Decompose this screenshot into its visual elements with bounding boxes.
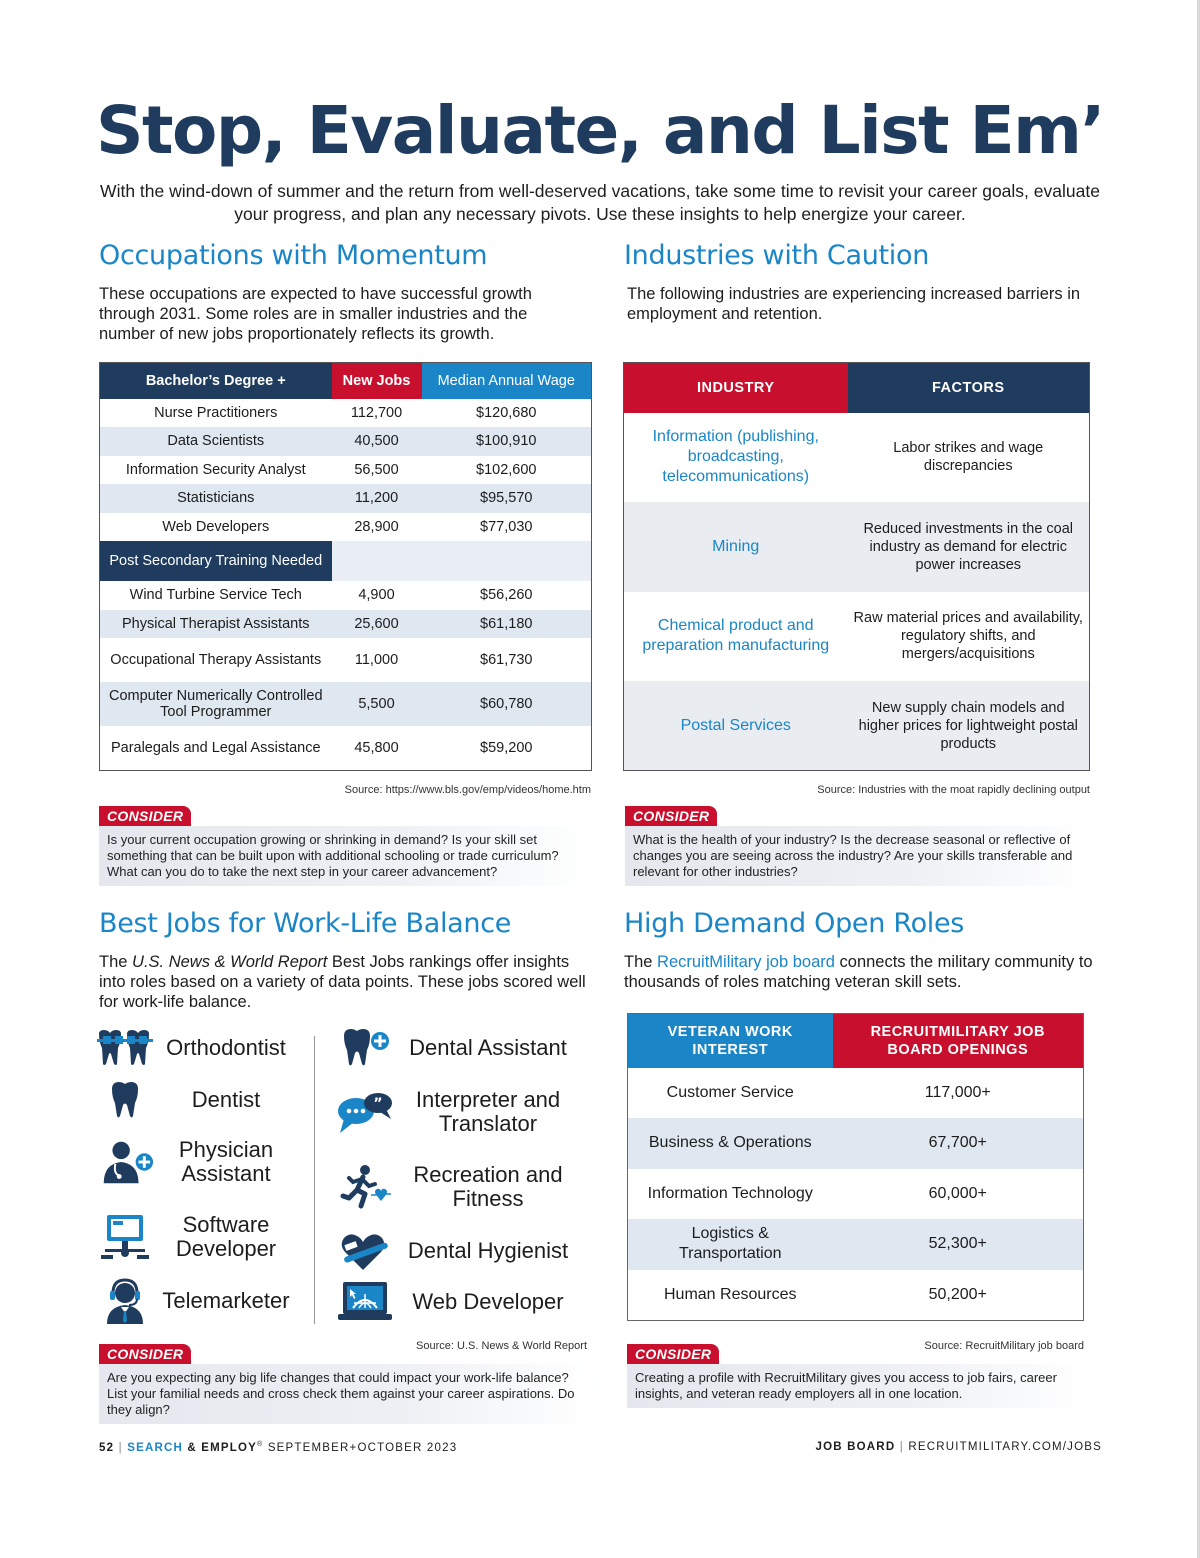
momentum-source: Source: https://www.bls.gov/emp/videos/home.htm <box>344 784 591 796</box>
page-number: 52 <box>99 1441 115 1454</box>
job-label: Physician Assistant <box>178 1137 274 1186</box>
wage-cell: $120,680 <box>476 404 537 421</box>
registered-mark: ® <box>257 1441 264 1448</box>
desc-text: connects the military community to thousands of roles matching veteran skill sets. <box>624 953 1093 991</box>
openings-cell: 50,200+ <box>928 1285 987 1303</box>
footer-separator: | <box>118 1441 123 1454</box>
open-roles-table <box>627 1013 1084 1321</box>
openings-cell: 117,000+ <box>924 1083 991 1101</box>
magazine-brand-suffix: & EMPLOY <box>187 1441 258 1454</box>
table-row <box>100 581 592 610</box>
new-jobs-cell: 112,700 <box>350 404 403 421</box>
occupation-cell: Data Scientists <box>100 427 332 456</box>
job-label: Web Developer <box>412 1289 564 1314</box>
interest-text: Logistics & Transportation <box>678 1225 782 1263</box>
page-title: Stop, Evaluate, and List Em’ <box>95 92 1105 169</box>
momentum-consider-box <box>99 806 592 892</box>
occupation-cell: Statisticians <box>100 484 332 513</box>
wage-cell: $61,180 <box>422 610 592 639</box>
job-item <box>96 1213 296 1261</box>
interest-cell: Business & Operations <box>628 1118 833 1169</box>
col-header-new-jobs: New Jobs <box>332 363 422 399</box>
job-label: Interpreter and Translator <box>415 1087 561 1136</box>
new-jobs-cell: 40,500 <box>332 427 422 456</box>
col-header-industry: INDUSTRY <box>624 363 848 413</box>
heart-toothbrush-icon <box>336 1228 394 1274</box>
balance-source: Source: U.S. News & World Report <box>416 1340 587 1352</box>
roles-consider-box <box>627 1344 1087 1430</box>
table-row <box>100 682 592 726</box>
job-label: Orthodontist <box>166 1035 286 1060</box>
job-item <box>336 1088 576 1136</box>
occupation-cell: Physical Therapist Assistants <box>100 610 332 639</box>
interest-cell: Customer Service <box>666 1083 794 1101</box>
roles-source: Source: RecruitMilitary job board <box>924 1340 1084 1352</box>
col-header-factors: FACTORS <box>848 363 1090 413</box>
new-jobs-cell: 56,500 <box>354 461 399 478</box>
industries-table <box>623 362 1090 771</box>
table-subheader-row <box>100 541 592 581</box>
occupation-cell: Web Developers <box>162 518 270 535</box>
new-jobs-cell: 11,000 <box>354 652 399 668</box>
table-row <box>628 1068 1084 1119</box>
occupation-cell: Occupational Therapy Assistants <box>110 652 322 668</box>
table-row <box>628 1219 1084 1270</box>
new-jobs-cell: 45,800 <box>354 739 399 756</box>
factors-cell: Reduced investments in the coal industry as demand for electric power increases <box>848 502 1090 592</box>
occupations-table <box>99 362 592 771</box>
job-label: Dental Assistant <box>409 1035 567 1060</box>
job-item <box>96 1025 296 1071</box>
balance-heading: Best Jobs for Work-Life Balance <box>99 908 512 939</box>
column-divider <box>314 1036 315 1324</box>
job-board-link[interactable]: RecruitMilitary job board <box>657 953 835 971</box>
job-label: Recreation and Fitness <box>413 1162 563 1211</box>
laptop-globe-icon <box>336 1279 394 1325</box>
interest-cell <box>628 1219 833 1270</box>
consider-tag: CONSIDER <box>99 806 191 826</box>
openings-cell: 60,000+ <box>928 1184 987 1202</box>
new-jobs-cell: 5,500 <box>332 682 422 726</box>
tooth-plus-icon <box>336 1025 394 1071</box>
interest-cell: Information Technology <box>647 1184 813 1202</box>
table-row <box>624 413 1090 503</box>
new-jobs-cell: 11,200 <box>332 484 422 513</box>
new-jobs-cell: 28,900 <box>354 518 399 535</box>
balance-description <box>99 952 599 1012</box>
consider-tag: CONSIDER <box>627 1344 719 1364</box>
col-header-openings <box>833 1014 1084 1068</box>
table-row <box>100 513 592 542</box>
industry-cell: Postal Services <box>624 681 848 771</box>
job-item <box>96 1278 296 1324</box>
table-row <box>624 502 1090 592</box>
section-name: JOB BOARD <box>815 1441 896 1453</box>
wage-cell: $60,780 <box>422 682 592 726</box>
table-row <box>628 1118 1084 1169</box>
job-item <box>336 1228 576 1274</box>
training-subheader: Post Secondary Training Needed <box>100 541 332 581</box>
factors-cell: Labor strikes and wage discrepancies <box>893 440 1044 475</box>
job-label: Dentist <box>191 1087 261 1112</box>
headset-icon <box>96 1278 154 1324</box>
magazine-brand: SEARCH <box>127 1441 183 1454</box>
consider-tag: CONSIDER <box>625 806 717 826</box>
occupation-cell: Computer Numerically Controlled Tool Programmer <box>100 682 332 726</box>
svg-text:”: ” <box>373 1096 383 1112</box>
roles-description <box>624 952 1114 992</box>
new-jobs-cell: 4,900 <box>358 587 395 604</box>
openings-cell: 52,300+ <box>833 1219 1084 1270</box>
momentum-heading: Occupations with Momentum <box>99 240 488 271</box>
job-item <box>336 1279 576 1325</box>
wage-cell: $100,910 <box>422 427 592 456</box>
industry-cell: Mining <box>624 502 848 592</box>
consider-tag: CONSIDER <box>99 1344 191 1364</box>
header-text: VETERAN WORK INTEREST <box>667 1023 793 1058</box>
balance-consider-box <box>99 1344 596 1430</box>
table-row <box>100 726 592 770</box>
desc-text: The <box>624 953 658 971</box>
wage-cell: $59,200 <box>480 739 533 756</box>
runner-icon <box>336 1164 394 1210</box>
job-item <box>336 1025 576 1071</box>
wage-cell: $56,260 <box>480 587 533 604</box>
table-row <box>100 484 592 513</box>
speech-bubbles-icon <box>336 1089 394 1135</box>
footer-separator: | <box>899 1441 904 1453</box>
publication-name: U.S. News & World Report <box>132 953 328 971</box>
doctor-icon <box>96 1139 154 1185</box>
desc-text: Best Jobs rankings offer insights into roles based on a variety of data points. These jobs scored well for work-life balance. <box>99 953 586 1011</box>
job-label: Software Developer <box>175 1212 277 1261</box>
subheader-blank <box>332 541 592 581</box>
braces-icon <box>96 1025 154 1071</box>
table-row <box>100 427 592 456</box>
tooth-icon <box>96 1077 154 1123</box>
caution-consider-box <box>625 806 1090 892</box>
wage-cell: $77,030 <box>480 518 533 535</box>
table-row <box>100 638 592 682</box>
intro-text: With the wind-down of summer and the return from well-deserved vacations, take some time to revisit your career goals, evaluate your progress, and plan any necessary pivots. Use these insights to help energize your career. <box>100 181 1100 224</box>
table-row <box>628 1169 1084 1220</box>
industry-cell: Chemical product and preparation manufacturing <box>642 617 830 655</box>
issue-date: SEPTEMBER+OCTOBER 2023 <box>267 1441 458 1454</box>
consider-text: Are you expecting any big life changes that could impact your work-life balance? List your familial needs and cross check them against your career aspirations. Do they align? <box>99 1364 596 1424</box>
table-row <box>100 399 592 428</box>
job-item <box>96 1138 296 1186</box>
industry-cell: Information (publishing, broadcasting, telecommunications) <box>652 428 819 486</box>
factors-cell: Raw material prices and availability, regulatory shifts, and mergers/acquisitions <box>853 610 1083 663</box>
new-jobs-cell: 25,600 <box>332 610 422 639</box>
job-item <box>336 1163 576 1211</box>
momentum-description: These occupations are expected to have successful growth through 2031. Some roles are in smaller industries and the number of new jobs proportionately reflects its growth. <box>99 285 532 343</box>
job-label: Dental Hygienist <box>407 1238 569 1263</box>
occupation-cell: Wind Turbine Service Tech <box>129 587 302 604</box>
occupation-cell: Nurse Practitioners <box>154 404 278 421</box>
table-row <box>628 1270 1084 1321</box>
consider-text: Creating a profile with RecruitMilitary gives you access to job fairs, career insights, and veteran ready employers all in one location. <box>627 1364 1087 1408</box>
header-text: RECRUITMILITARY JOB BOARD OPENINGS <box>870 1023 1045 1058</box>
table-row <box>100 610 592 639</box>
table-row <box>624 681 1090 771</box>
occupation-cell: Paralegals and Legal Assistance <box>110 739 321 756</box>
footer-left <box>99 1441 457 1454</box>
job-label: Telemarketer <box>162 1288 290 1313</box>
col-header-wage: Median Annual Wage <box>422 363 592 399</box>
caution-source: Source: Industries with the moat rapidly declining output <box>817 784 1090 796</box>
computer-icon <box>96 1214 154 1260</box>
factors-cell: New supply chain models and higher prices for lightweight postal products <box>848 681 1090 771</box>
table-row <box>624 592 1090 682</box>
col-header-degree: Bachelor’s Degree + <box>100 363 332 399</box>
openings-cell: 67,700+ <box>833 1118 1084 1169</box>
col-header-interest <box>628 1014 833 1068</box>
caution-heading: Industries with Caution <box>624 240 930 271</box>
interest-cell: Human Resources <box>664 1285 797 1303</box>
roles-heading: High Demand Open Roles <box>624 908 965 939</box>
table-row <box>100 456 592 485</box>
desc-text: The <box>99 953 133 971</box>
job-item <box>96 1077 296 1123</box>
consider-text: What is the health of your industry? Is the decrease seasonal or reflective of changes you are seeing across the industry? Are your skills transferable and relevant for other industries? <box>625 826 1090 886</box>
occupation-cell: Information Security Analyst <box>125 461 306 478</box>
wage-cell: $102,600 <box>476 461 537 478</box>
wage-cell: $61,730 <box>480 652 533 668</box>
wage-cell: $95,570 <box>422 484 592 513</box>
consider-text: Is your current occupation growing or shrinking in demand? Is your skill set something that can be built upon with additional schooling or trade curriculum? What can you do to take the next step in your career advancement? <box>99 826 592 886</box>
caution-description: The following industries are experiencing increased barriers in employment and retention. <box>627 285 1081 323</box>
footer-right <box>816 1441 1102 1453</box>
site-url[interactable]: RECRUITMILITARY.COM/JOBS <box>908 1441 1102 1453</box>
